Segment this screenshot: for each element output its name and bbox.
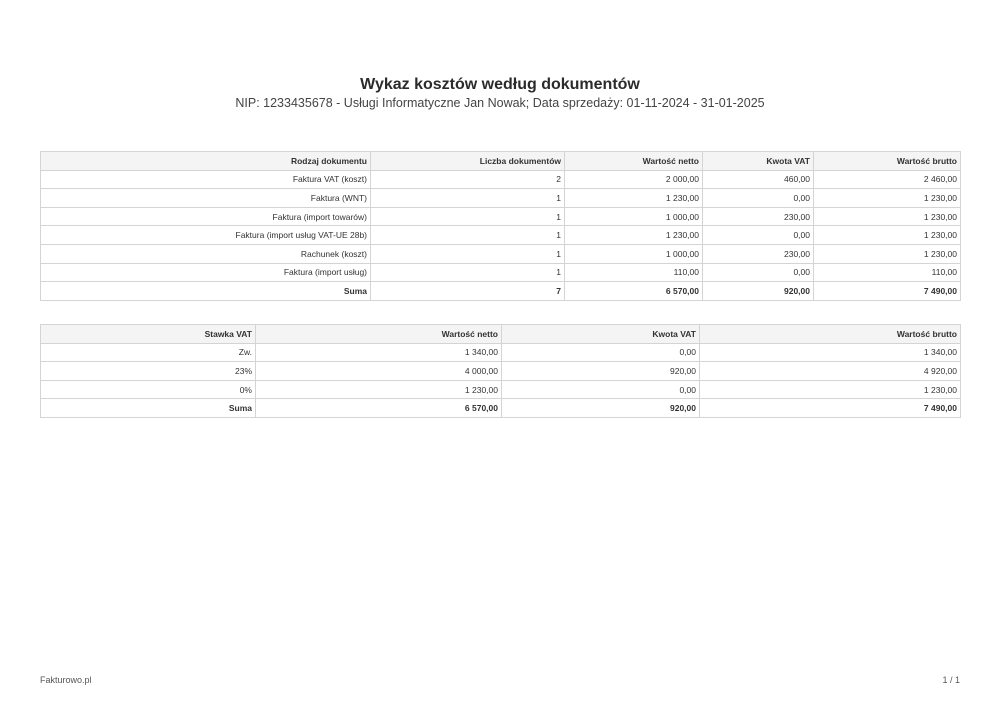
table-cell: Faktura (import usług) <box>41 263 371 282</box>
footer-brand: Fakturowo.pl <box>40 675 92 685</box>
table-row <box>41 380 961 399</box>
table-cell: 110,00 <box>565 263 703 282</box>
table-cell: 6 570,00 <box>256 399 502 418</box>
table-cell: 1 340,00 <box>700 343 961 362</box>
column-header: Stawka VAT <box>41 325 256 344</box>
table-cell: 1 230,00 <box>814 226 961 245</box>
table-cell: 1 230,00 <box>565 189 703 208</box>
table-total-row <box>41 399 961 418</box>
column-header: Kwota VAT <box>502 325 700 344</box>
column-header: Wartość netto <box>256 325 502 344</box>
table-cell: Faktura VAT (koszt) <box>41 170 371 189</box>
table-cell: 0,00 <box>502 343 700 362</box>
table-cell: 0,00 <box>502 380 700 399</box>
column-header: Wartość netto <box>565 152 703 171</box>
table-cell: 4 000,00 <box>256 362 502 381</box>
table-cell: 1 000,00 <box>565 207 703 226</box>
page-subtitle: NIP: 1233435678 - Usługi Informatyczne Jan Nowak; Data sprzedaży: 01-11-2024 - 31-01-2025 <box>235 96 765 110</box>
table-row <box>41 343 961 362</box>
column-header: Kwota VAT <box>703 152 814 171</box>
table-cell: 0,00 <box>703 226 814 245</box>
table-cell: 2 <box>371 170 565 189</box>
table-cell: 460,00 <box>703 170 814 189</box>
table-cell: Rachunek (koszt) <box>41 244 371 263</box>
column-header: Wartość brutto <box>700 325 961 344</box>
table-cell: 1 230,00 <box>700 380 961 399</box>
table-row <box>41 244 961 263</box>
table-cell: 2 000,00 <box>565 170 703 189</box>
table-cell: 7 490,00 <box>814 282 961 301</box>
table-cell: 110,00 <box>814 263 961 282</box>
table-row <box>41 170 961 189</box>
table-cell: Suma <box>41 399 256 418</box>
table-cell: 920,00 <box>703 282 814 301</box>
table-cell: 0% <box>41 380 256 399</box>
table-cell: 7 <box>371 282 565 301</box>
table-cell: Suma <box>41 282 371 301</box>
table-cell: 230,00 <box>703 244 814 263</box>
table-total-row <box>41 282 961 301</box>
table-row <box>41 263 961 282</box>
table-cell: Zw. <box>41 343 256 362</box>
column-header: Wartość brutto <box>814 152 961 171</box>
table-row <box>41 362 961 381</box>
table-cell: 4 920,00 <box>700 362 961 381</box>
table-header-row <box>41 152 961 171</box>
table-cell: 1 <box>371 207 565 226</box>
table-cell: 0,00 <box>703 263 814 282</box>
table-cell: 1 <box>371 189 565 208</box>
table-cell: 920,00 <box>502 399 700 418</box>
table-cell: 23% <box>41 362 256 381</box>
table-cell: Faktura (import usług VAT-UE 28b) <box>41 226 371 245</box>
table-cell: 1 000,00 <box>565 244 703 263</box>
table-cell: 1 <box>371 226 565 245</box>
table-cell: 1 230,00 <box>565 226 703 245</box>
table-row <box>41 226 961 245</box>
table-cell: 1 230,00 <box>814 244 961 263</box>
table-cell: 1 <box>371 244 565 263</box>
table-row <box>41 207 961 226</box>
column-header: Liczba dokumentów <box>371 152 565 171</box>
table-cell: Faktura (import towarów) <box>41 207 371 226</box>
table-header-row <box>41 325 961 344</box>
table-cell: 1 <box>371 263 565 282</box>
page-number: 1 / 1 <box>942 675 960 685</box>
table-cell: 230,00 <box>703 207 814 226</box>
table-cell: 1 230,00 <box>256 380 502 399</box>
column-header: Rodzaj dokumentu <box>41 152 371 171</box>
table-cell: 7 490,00 <box>700 399 961 418</box>
vat-rate-table <box>40 324 961 418</box>
table-cell: 1 230,00 <box>814 189 961 208</box>
table-cell: 920,00 <box>502 362 700 381</box>
table-cell: 1 340,00 <box>256 343 502 362</box>
page-title: Wykaz kosztów według dokumentów <box>360 76 640 93</box>
table-row <box>41 189 961 208</box>
table-cell: 2 460,00 <box>814 170 961 189</box>
documents-table <box>40 151 961 301</box>
table-cell: Faktura (WNT) <box>41 189 371 208</box>
table-cell: 6 570,00 <box>565 282 703 301</box>
table-cell: 1 230,00 <box>814 207 961 226</box>
table-cell: 0,00 <box>703 189 814 208</box>
